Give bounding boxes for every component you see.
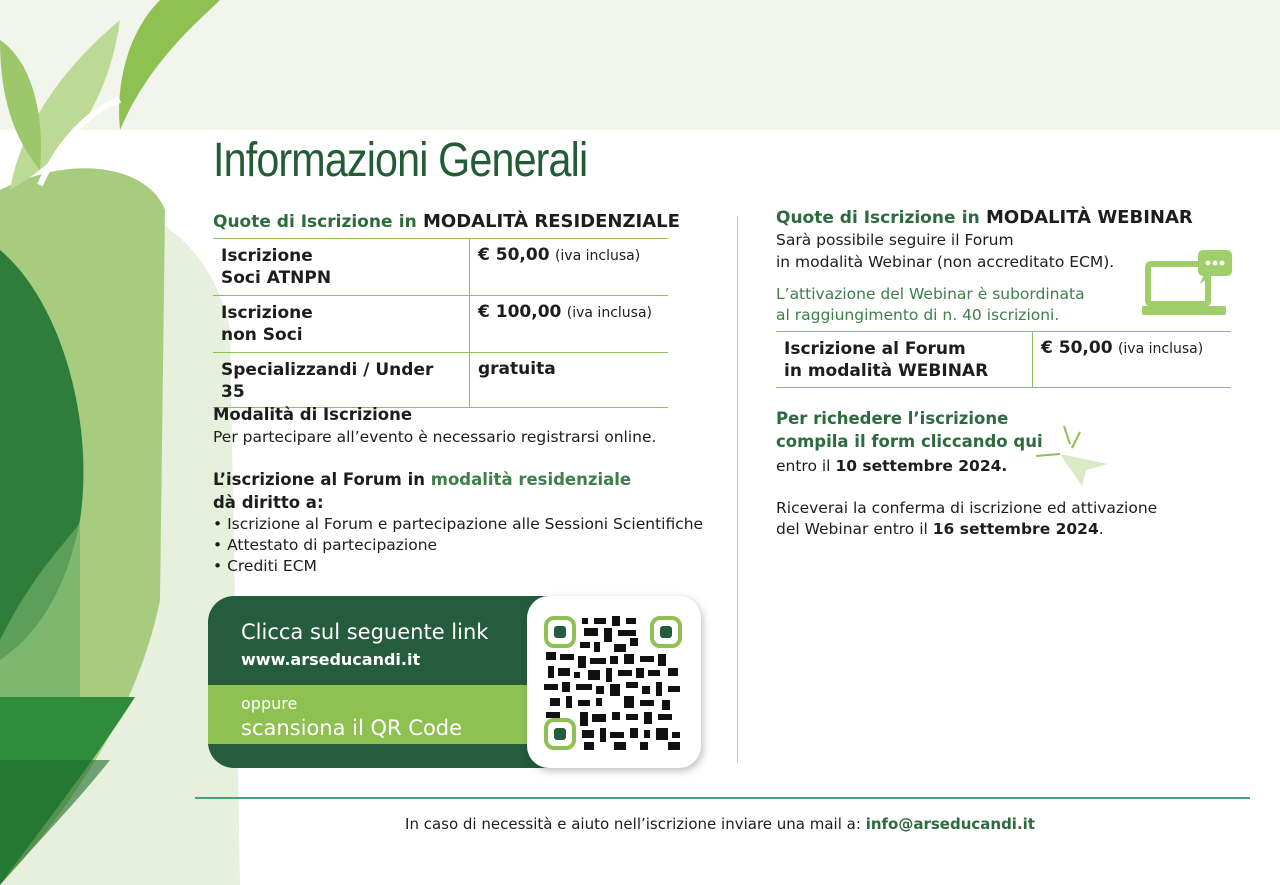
price-note: (iva inclusa) — [554, 248, 641, 264]
request-line-1[interactable]: Per richedere l’iscrizione — [776, 409, 1009, 428]
footer-email-link[interactable]: info@arseducandi.it — [865, 815, 1035, 833]
price-value — [470, 296, 669, 353]
confirm-line-1: Riceverai la conferma di iscrizione ed attivazione — [776, 499, 1158, 517]
qr-code-graphic — [527, 596, 701, 768]
cta-oppure: oppure — [241, 694, 298, 713]
webinar-heading-green: Quote di Iscrizione — [776, 208, 956, 228]
webinar-heading-bold: MODALITÀ WEBINAR — [986, 207, 1193, 228]
webinar-price-table — [776, 331, 1231, 388]
price-label-line: non Soci — [221, 325, 303, 345]
benefits-subheading: dà diritto a: — [213, 493, 324, 512]
price-note: (iva inclusa) — [1117, 341, 1204, 357]
price-amount: € 50,00 — [478, 245, 550, 265]
benefits-list — [213, 514, 703, 577]
price-label-line: Soci ATNPN — [221, 268, 332, 288]
confirm-date: 16 settembre 2024 — [932, 520, 1099, 538]
price-label — [213, 296, 470, 353]
benefits-heading-a: L’iscrizione al Forum in — [213, 470, 426, 489]
laptop-chat-icon — [1142, 250, 1234, 320]
price-label — [213, 239, 470, 296]
page-title: Informazioni Generali — [213, 134, 588, 187]
table-row — [776, 332, 1231, 388]
webinar-desc-line: in modalità Webinar (non accreditato ECM). — [776, 253, 1115, 271]
price-label — [213, 353, 470, 408]
request-form-link[interactable]: compila il form cliccando qui — [776, 432, 1043, 451]
cta-click-text: Clicca sul seguente link — [241, 620, 489, 644]
list-item: • Attestato di partecipazione — [213, 536, 438, 554]
price-label-line: Iscrizione — [221, 303, 313, 323]
cta-scan-text: scansiona il QR Code — [241, 716, 463, 740]
cursor-click-icon — [1036, 426, 1112, 488]
price-label-line: Iscrizione — [221, 246, 313, 266]
confirm-suffix: . — [1098, 520, 1104, 538]
table-row — [213, 353, 668, 408]
residential-price-table — [213, 238, 668, 408]
price-value — [470, 239, 669, 296]
webinar-desc-line: Sarà possibile seguire il Forum — [776, 231, 1014, 249]
webinar-heading-in: in — [961, 208, 980, 228]
price-label-line: Specializzandi / Under 35 — [221, 360, 434, 402]
leaf-decoration — [0, 0, 240, 885]
price-value — [470, 353, 669, 408]
residential-heading-green: Quote di Iscrizione — [213, 212, 393, 232]
deadline-date: 10 settembre 2024. — [835, 457, 1008, 475]
list-item: • Iscrizione al Forum e partecipazione alle Sessioni Scientifiche — [213, 515, 704, 533]
price-amount: gratuita — [478, 359, 556, 379]
residential-heading — [213, 211, 680, 232]
table-row — [213, 296, 668, 353]
cta-box[interactable] — [208, 596, 553, 768]
price-amount: € 100,00 — [478, 302, 562, 322]
webinar-heading — [776, 207, 1193, 228]
benefits-heading-b: modalità residenziale — [430, 470, 632, 489]
footer — [0, 815, 1280, 833]
deadline-prefix: entro il — [776, 457, 831, 475]
price-note: (iva inclusa) — [566, 305, 652, 321]
footer-divider — [195, 797, 1250, 799]
price-amount: € 50,00 — [1041, 338, 1113, 358]
confirm-line-2 — [776, 519, 1104, 540]
residential-heading-bold: MODALITÀ RESIDENZIALE — [423, 211, 680, 232]
deadline-text — [776, 456, 1007, 477]
column-divider — [737, 216, 738, 763]
cta-link[interactable]: www.arseducandi.it — [241, 650, 421, 669]
footer-text: In caso di necessità e aiuto nell’iscrizione inviare una mail a: — [405, 815, 861, 833]
price-label-line: Iscrizione al Forum — [784, 339, 966, 359]
residential-heading-in: in — [398, 212, 417, 232]
table-row — [213, 239, 668, 296]
qr-code[interactable] — [527, 596, 701, 768]
confirm-prefix: del Webinar entro il — [776, 520, 928, 538]
list-item: • Crediti ECM — [213, 557, 317, 575]
webinar-activation-line: L’attivazione del Webinar è subordinata — [776, 285, 1085, 303]
benefits-heading — [213, 469, 631, 490]
price-label — [776, 332, 1033, 388]
modalita-text: Per partecipare all’evento è necessario registrarsi online. — [213, 428, 657, 446]
modalita-title: Modalità di Iscrizione — [213, 405, 413, 424]
price-value — [1033, 332, 1232, 388]
webinar-activation-line: al raggiungimento di n. 40 iscrizioni. — [776, 306, 1060, 324]
price-label-line: in modalità WEBINAR — [784, 361, 989, 381]
